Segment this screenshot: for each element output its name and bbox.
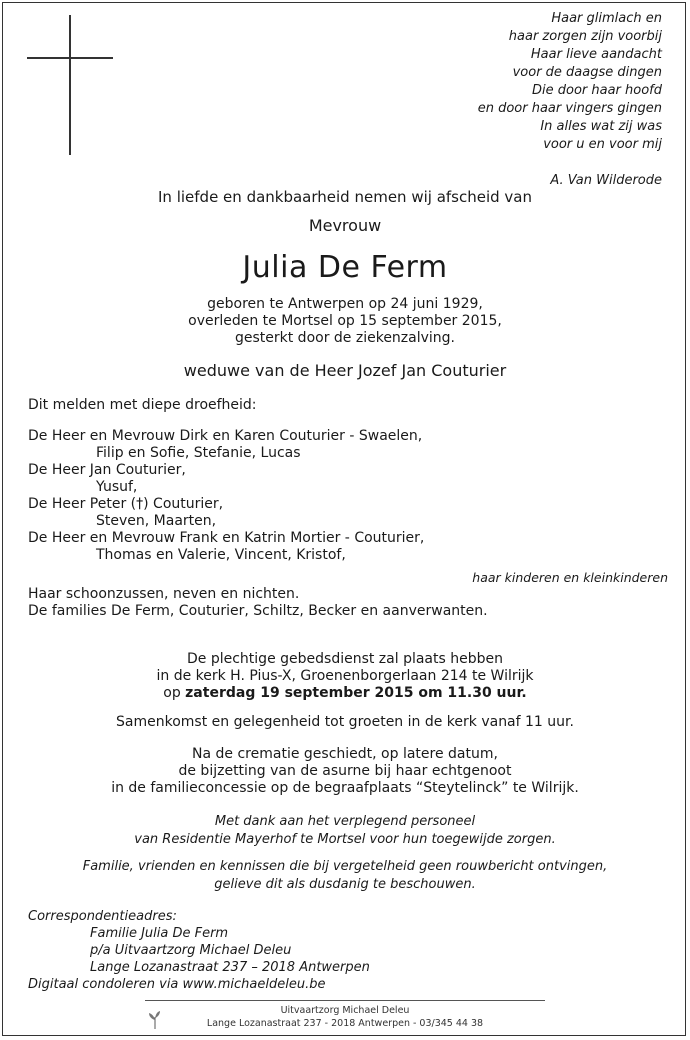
ceremony-date-line xyxy=(0,685,690,702)
cremation-line: in de familieconcessie op de begraafplaats “Steytelinck” te Wilrijk. xyxy=(111,780,579,796)
poem-line: voor de daagse dingen xyxy=(512,65,662,80)
family-line: Filip en Sofie, Stefanie, Lucas xyxy=(96,445,301,461)
thanks-line: van Residentie Mayerhof te Mortsel voor hun toegewijde zorgen. xyxy=(134,832,556,847)
date-line: geboren te Antwerpen op 24 juni 1929, xyxy=(207,296,483,312)
digital-condolence-link[interactable]: Digitaal condoleren via www.michaeldeleu.be xyxy=(28,977,326,992)
poem-line: In alles wat zij was xyxy=(540,119,662,134)
family-line: De Heer Peter (†) Couturier, xyxy=(28,496,224,512)
cremation-line: de bijzetting van de asurne bij haar echtgenoot xyxy=(178,763,512,779)
thanks-block xyxy=(0,813,690,849)
relatives-block xyxy=(28,586,488,620)
ceremony-block xyxy=(0,651,690,702)
correspondence-block xyxy=(28,908,370,993)
footer-address: Lange Lozanastraat 237 - 2018 Antwerpen - 03/345 44 38 xyxy=(206,1018,484,1029)
correspondence-line: Lange Lozanastraat 237 – 2018 Antwerpen xyxy=(90,960,370,975)
relatives-line: Haar schoonzussen, neven en nichten. xyxy=(28,586,300,602)
correspondence-line: Familie Julia De Ferm xyxy=(90,926,229,941)
poem xyxy=(478,10,662,190)
poem-line: Haar lieve aandacht xyxy=(530,47,662,62)
family-line: De Heer en Mevrouw Frank en Katrin Mortier - Couturier, xyxy=(28,530,425,546)
announce-text: Dit melden met diepe droefheid: xyxy=(28,397,257,413)
ceremony-line: De plechtige gebedsdienst zal plaats hebben xyxy=(187,651,503,667)
family-caption: haar kinderen en kleinkinderen xyxy=(472,570,668,585)
poem-line: voor u en voor mij xyxy=(543,137,662,152)
poem-line: Die door haar hoofd xyxy=(531,83,662,98)
footer xyxy=(0,1004,690,1030)
gathering-text: Samenkomst en gelegenheid tot groeten in de kerk vanaf 11 uur. xyxy=(116,714,574,730)
family-line: Thomas en Valerie, Vincent, Kristof, xyxy=(96,547,346,563)
date-line: overleden te Mortsel op 15 september 2015, xyxy=(188,313,502,329)
footer-company: Uitvaartzorg Michael Deleu xyxy=(280,1005,410,1016)
poem-line: en door haar vingers gingen xyxy=(477,101,662,116)
cremation-line: Na de crematie geschiedt, op latere datum, xyxy=(192,746,498,762)
poem-line: Haar glimlach en xyxy=(551,11,662,26)
family-line: Yusuf, xyxy=(96,479,138,495)
family-line: De Heer Jan Couturier, xyxy=(28,462,186,478)
correspondence-label: Correspondentieadres: xyxy=(28,909,177,924)
family-line: De Heer en Mevrouw Dirk en Karen Couturier - Swaelen, xyxy=(28,428,423,444)
ceremony-date: zaterdag 19 september 2015 om 11.30 uur. xyxy=(185,685,527,701)
footer-divider xyxy=(145,1000,545,1001)
thanks-line: Met dank aan het verplegend personeel xyxy=(214,814,476,829)
intro-text: In liefde en dankbaarheid nemen wij afscheid van xyxy=(158,188,532,206)
poem-line: haar zorgen zijn voorbij xyxy=(508,29,662,44)
family-line: Steven, Maarten, xyxy=(96,513,217,529)
relatives-line: De families De Ferm, Couturier, Schiltz, Becker en aanverwanten. xyxy=(28,603,488,619)
notice-line: Familie, vrienden en kennissen die bij vergetelheid geen rouwbericht ontvingen, xyxy=(82,859,608,874)
ceremony-line: in de kerk H. Pius-X, Groenenborgerlaan 214 te Wilrijk xyxy=(156,668,534,684)
notice-line: gelieve dit als dusdanig te beschouwen. xyxy=(214,877,476,892)
date-line: gesterkt door de ziekenzalving. xyxy=(234,330,456,346)
ceremony-prefix: op xyxy=(163,685,186,701)
dates-block xyxy=(0,296,690,347)
widow-line: weduwe van de Heer Jozef Jan Couturier xyxy=(183,361,507,380)
correspondence-line: p/a Uitvaartzorg Michael Deleu xyxy=(90,943,292,958)
salutation: Mevrouw xyxy=(308,216,382,235)
family-list xyxy=(28,428,668,586)
notice-block xyxy=(0,858,690,894)
poem-author: A. Van Wilderode xyxy=(550,173,662,188)
cremation-block xyxy=(0,746,690,797)
deceased-name: Julia De Ferm xyxy=(242,250,448,285)
